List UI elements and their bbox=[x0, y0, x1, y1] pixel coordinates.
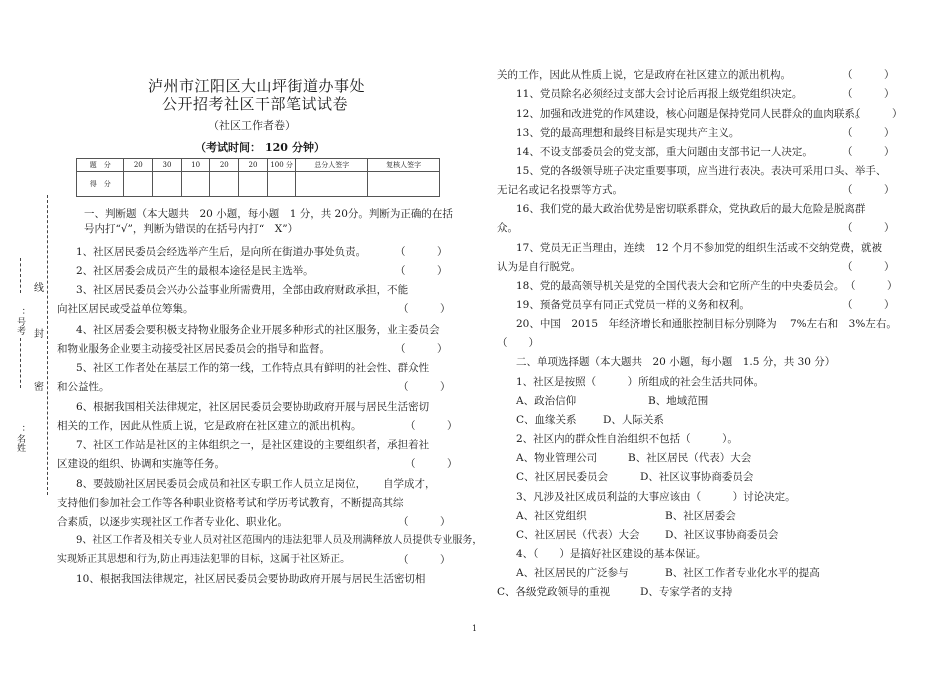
question-8-part2: 自学成才， bbox=[383, 478, 436, 490]
title-line-1: 泸州市江阳区大山坪街道办事处 bbox=[148, 77, 366, 95]
choice-question-3: 3、凡涉及社区成员利益的大事应该由（ ）讨论决定。 bbox=[516, 491, 796, 503]
signature-review-input[interactable] bbox=[368, 172, 440, 197]
score-cell: 复核人签字 bbox=[368, 159, 440, 172]
seal-char-feng: 封 bbox=[34, 329, 44, 340]
question-16: 16、我们党的最大政治优势是密切联系群众，党执政后的最大危险是脱离群 bbox=[516, 203, 866, 215]
question-4-cont: 和物业服务企业要主动接受社区居民委员会的指导和监督。 bbox=[57, 343, 330, 355]
question-18: 18、党的最高领导机关是党的全国代表大会和它所产生的中央委员会。 bbox=[516, 280, 845, 292]
choice-4-option-a[interactable]: A、社区居民的广泛参与 bbox=[516, 567, 629, 579]
question-17: 17、党员无正当理由，连续 12 个月不参加党的组织生活或不交纳党费，就被 bbox=[516, 242, 883, 254]
name-label: ：名姓 bbox=[15, 425, 25, 452]
question-3-cont: 向社区居民或受益单位筹集。 bbox=[57, 303, 194, 315]
question-9: 9、社区工作者及相关专业人员对社区范围内的违法犯罪人员及刑满释放人员提供专业服务， bbox=[76, 535, 483, 546]
choice-2-option-d[interactable]: D、社区议事协商委员会 bbox=[640, 471, 754, 483]
score-cell: 100 分 bbox=[267, 159, 296, 172]
question-8-cont: 支持他们参加社会工作等各种职业资格考试和学历考试教育，不断提高其综 bbox=[57, 497, 404, 509]
choice-1-option-a[interactable]: A、政治信仰 bbox=[516, 395, 577, 407]
signature-total-input[interactable] bbox=[296, 172, 368, 197]
answer-paren-4[interactable]: （ ） bbox=[395, 343, 448, 355]
answer-paren-10[interactable]: （ ） bbox=[842, 69, 895, 81]
score-cell: 20 bbox=[239, 159, 268, 172]
answer-paren-1[interactable]: （ ） bbox=[395, 246, 448, 258]
question-17-cont: 认为是自行脱党。 bbox=[497, 261, 581, 273]
choice-3-option-d[interactable]: D、社区议事协商委员会 bbox=[665, 529, 779, 541]
choice-4-option-b[interactable]: B、社区工作者专业化水平的提高 bbox=[665, 567, 820, 579]
question-7-cont: 区建设的组织、协调和实施等任务。 bbox=[57, 458, 225, 470]
score-cell: 总分人签字 bbox=[296, 159, 368, 172]
score-input[interactable] bbox=[239, 172, 268, 197]
exam-time-value: 120 bbox=[265, 141, 288, 154]
seal-char-mi: 密 bbox=[34, 382, 44, 393]
question-14: 14、不设支部委员会的党支部，重大问题由支部书记一人决定。 bbox=[516, 146, 813, 158]
choice-3-option-c[interactable]: C、社区居民（代表）大会 bbox=[516, 529, 640, 541]
answer-paren-6[interactable]: （ ） bbox=[405, 420, 458, 432]
answer-paren-3[interactable]: （ ） bbox=[398, 303, 451, 315]
exam-number-label: ：号考 bbox=[15, 308, 25, 335]
question-20-part2: 7%左右和 3%左右。 bbox=[790, 318, 897, 330]
choice-1-option-b[interactable]: B、地域范围 bbox=[648, 395, 709, 407]
question-15: 15、党的各级领导班子决定重要事项，应当进行表决。表决可采用口头、举手、 bbox=[516, 165, 887, 177]
answer-paren-15[interactable]: （ ） bbox=[842, 184, 895, 196]
question-6: 6、根据我国相关法律规定，社区居民委员会要协助政府开展与居民生活密切 bbox=[76, 401, 430, 413]
question-19: 19、预备党员享有同正式党员一样的义务和权利。 bbox=[516, 299, 750, 311]
seal-char-xian: 线 bbox=[34, 283, 44, 294]
choice-question-2: 2、社区内的群众性自治组织不包括（ ）。 bbox=[516, 433, 738, 445]
score-table-score-row bbox=[77, 172, 440, 197]
answer-paren-7[interactable]: （ ） bbox=[405, 458, 458, 470]
answer-paren-8[interactable]: （ ） bbox=[398, 516, 451, 528]
answer-paren-5[interactable]: （ ） bbox=[398, 381, 451, 393]
answer-paren-14[interactable]: （ ） bbox=[842, 146, 895, 158]
choice-3-option-a[interactable]: A、社区党组织 bbox=[516, 510, 587, 522]
question-8-cont2: 合素质，以逐步实现社区工作者专业化、职业化。 bbox=[57, 516, 288, 528]
question-16-cont: 众。 bbox=[497, 222, 518, 234]
answer-paren-18[interactable]: （ ） bbox=[845, 280, 898, 292]
answer-paren-9[interactable]: （ ） bbox=[398, 554, 451, 566]
choice-4-option-c[interactable]: C、各级党政领导的重视 bbox=[497, 586, 611, 598]
question-5-cont: 和公益性。 bbox=[57, 381, 110, 393]
question-10: 10、根据我国法律规定，社区居民委员会要协助政府开展与居民生活密切相 bbox=[76, 573, 426, 585]
choice-3-option-b[interactable]: B、社区居委会 bbox=[665, 510, 736, 522]
score-cell: 20 bbox=[210, 159, 239, 172]
score-input[interactable] bbox=[267, 172, 296, 197]
answer-paren-19[interactable]: （ ） bbox=[842, 299, 895, 311]
score-row-label: 得 分 bbox=[77, 172, 124, 197]
choice-1-option-c[interactable]: C、血缘关系 bbox=[516, 414, 577, 426]
subtitle: （社区工作者卷） bbox=[208, 119, 296, 132]
choice-2-option-a[interactable]: A、物业管理公司 bbox=[516, 452, 598, 464]
score-cell: 题 分 bbox=[77, 159, 124, 172]
score-cell: 30 bbox=[153, 159, 182, 172]
score-input[interactable] bbox=[153, 172, 182, 197]
name-underline bbox=[20, 258, 21, 293]
question-5: 5、社区工作者处在基层工作的第一线，工作特点具有鲜明的社会性、群众性 bbox=[76, 362, 430, 374]
question-13: 13、党的最高理想和最终目标是实现共产主义。 bbox=[516, 127, 740, 139]
choice-1-option-d[interactable]: D、人际关系 bbox=[603, 414, 664, 426]
choice-question-4: 4、（ ）是搞好社区建设的基本保证。 bbox=[516, 548, 707, 560]
choice-question-1: 1、社区是按照（ ）所组成的社会生活共同体。 bbox=[516, 376, 765, 388]
question-3: 3、社区居民委员会兴办公益事业所需费用，全部由政府财政承担，不能 bbox=[76, 284, 409, 296]
question-9-cont: 实现矫正其思想和行为,防止再违法犯罪的目标，这属于社区矫正。 bbox=[57, 554, 351, 565]
answer-paren-12[interactable]: （ ） bbox=[850, 108, 903, 120]
section-2-heading: 二、单项选择题（本大题共 20 小题，每小题 1.5 分，共 30 分） bbox=[516, 356, 836, 368]
exam-time-label: （考试时间： bbox=[195, 141, 261, 154]
binding-dashed-line bbox=[47, 195, 48, 495]
answer-paren-11[interactable]: （ ） bbox=[842, 88, 895, 100]
score-input[interactable] bbox=[181, 172, 210, 197]
question-15-cont: 无记名或记名投票等方式。 bbox=[497, 184, 623, 196]
answer-paren-17[interactable]: （ ） bbox=[842, 261, 895, 273]
answer-paren-2[interactable]: （ ） bbox=[395, 265, 448, 277]
page-number: 1 bbox=[472, 624, 478, 633]
question-4: 4、社区居委会要积极支持物业服务企业开展多种形式的社区服务，业主委员会 bbox=[76, 324, 440, 336]
exam-time bbox=[195, 139, 325, 155]
question-11: 11、党员除名必须经过支部大会讨论后再报上级党组织决定。 bbox=[516, 88, 803, 100]
choice-4-option-d[interactable]: D、专家学者的支持 bbox=[640, 586, 733, 598]
title-line-2: 公开招考社区干部笔试试卷 bbox=[162, 95, 349, 113]
question-12: 12、加强和改进党的作风建设，核心问题是保持党同人民群众的血肉联系。 bbox=[516, 108, 866, 120]
question-10-cont: 关的工作，因此从性质上说，它是政府在社区建立的派出机构。 bbox=[497, 69, 791, 81]
choice-2-option-c[interactable]: C、社区居民委员会 bbox=[516, 471, 609, 483]
question-6-cont: 相关的工作，因此从性质上说，它是政府在社区建立的派出机构。 bbox=[57, 420, 362, 432]
question-8: 8、要鼓励社区居民委员会成员和社区专职工作人员立足岗位， bbox=[76, 478, 367, 490]
score-table-header-row bbox=[77, 159, 440, 172]
question-2: 2、社区居委会成员产生的最根本途径是民主选举。 bbox=[76, 265, 314, 277]
score-cell: 20 bbox=[124, 159, 153, 172]
question-7: 7、社区工作站是社区的主体组织之一，是社区建设的主要组织者，承担着社 bbox=[76, 439, 430, 451]
exam-time-unit: 分钟） bbox=[291, 141, 325, 154]
score-input[interactable] bbox=[210, 172, 239, 197]
question-1: 1、社区居民委员会经选举产生后，是向所在街道办事处负责。 bbox=[76, 246, 367, 258]
choice-2-option-b[interactable]: B、社区居民（代表）大会 bbox=[628, 452, 752, 464]
section-1-heading: 一、判断题（本大题共 20 小题，每小题 1 分，共 20分。判断为正确的在括 bbox=[84, 208, 453, 220]
score-table bbox=[76, 158, 440, 197]
answer-paren-20[interactable]: （ ） bbox=[497, 337, 539, 349]
question-20: 20、中国 2015 年经济增长和通胀控制目标分别降为 bbox=[516, 318, 777, 330]
answer-paren-16[interactable]: （ ） bbox=[842, 222, 895, 234]
exam-number-underline bbox=[20, 338, 21, 388]
score-cell: 10 bbox=[181, 159, 210, 172]
answer-paren-13[interactable]: （ ） bbox=[842, 127, 895, 139]
section-1-heading-cont: 号内打“√”，判断为错误的在括号内打“ X”） bbox=[84, 223, 299, 235]
score-input[interactable] bbox=[124, 172, 153, 197]
